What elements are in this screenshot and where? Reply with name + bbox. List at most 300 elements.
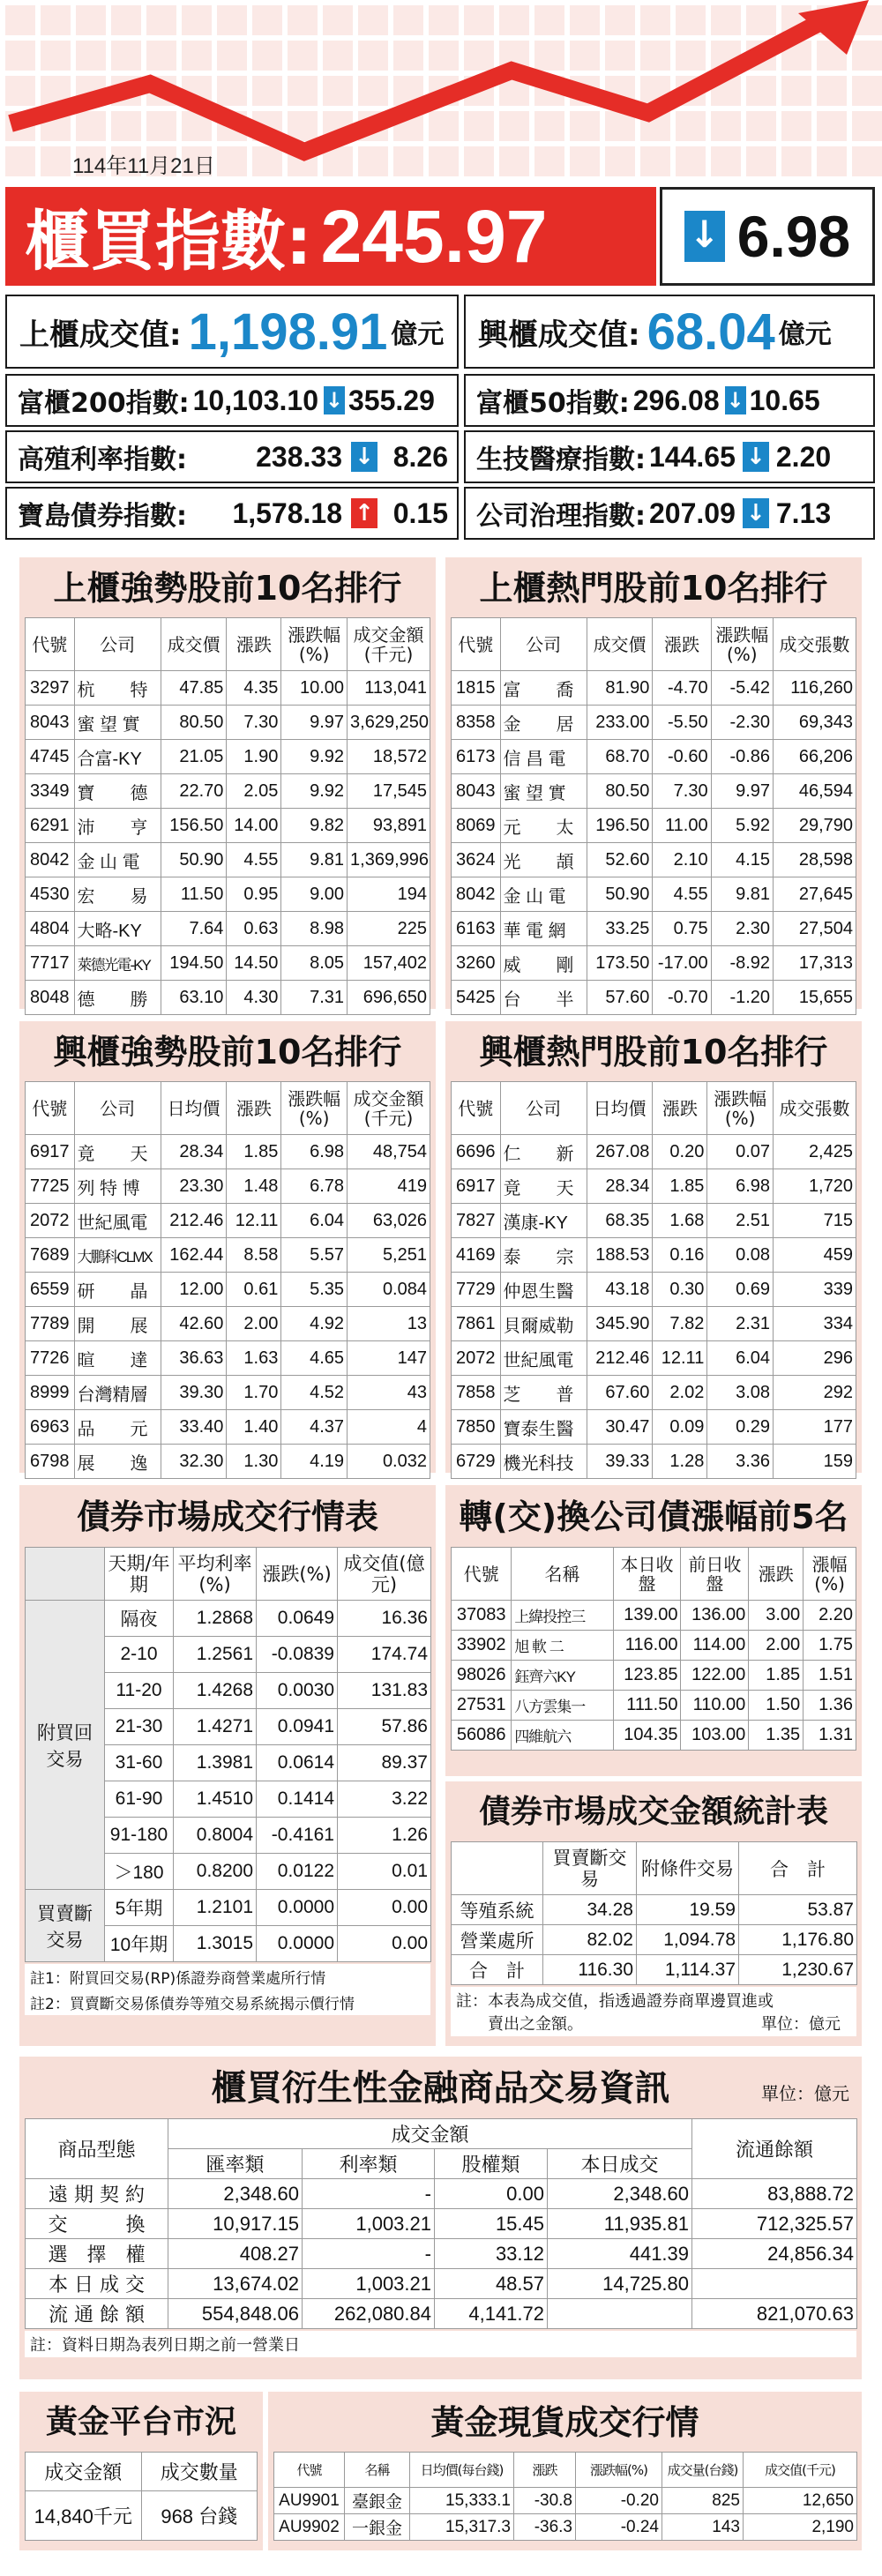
amount-cell: 1,720 [774, 1169, 856, 1204]
index-banner [5, 187, 656, 286]
table-row [26, 809, 430, 843]
table-row [452, 1169, 856, 1204]
table-row [452, 1895, 857, 1925]
table-row [452, 912, 856, 946]
fx-cell: 13,674.02 [168, 2269, 303, 2299]
code-cell: 6917 [452, 1169, 501, 1204]
col-header: 漲跌 [514, 2453, 576, 2488]
price-cell: 30.47 [587, 1410, 653, 1445]
change-cell: -17.00 [653, 946, 711, 981]
pct-cell: 1.31 [804, 1721, 856, 1751]
index-value: 144.65 [649, 440, 736, 473]
rate-cell: 1.3981 [174, 1745, 257, 1781]
pct-cell: 9.00 [281, 877, 348, 912]
table-row [26, 2269, 857, 2299]
table-row [26, 946, 430, 981]
index-value: 1,578.18 [232, 497, 342, 529]
table-row [26, 2239, 857, 2269]
col-header: 成交數量 [141, 2453, 258, 2491]
outright-cell: 82.02 [543, 1925, 637, 1955]
col-header: 成交值(千元) [744, 2453, 857, 2488]
code-cell: 3624 [452, 843, 501, 877]
amount-cell: 177 [774, 1410, 856, 1445]
price-cell: 21.05 [161, 740, 227, 774]
derivatives-section [19, 2057, 862, 2379]
table-row [452, 1661, 856, 1691]
name-cell: 世紀風電 [74, 1204, 161, 1238]
col-header: 代號 [452, 618, 501, 671]
section-title: 債券市場成交金額統計表 [451, 1787, 856, 1838]
table-row [452, 1955, 857, 1985]
index-box-otc200 [5, 374, 459, 427]
pct-cell: 8.05 [281, 946, 348, 981]
outright-cell: 116.30 [543, 1955, 637, 1985]
name-cell: 漢康-KY [500, 1204, 587, 1238]
header-row [26, 618, 430, 671]
index-box-governance [464, 487, 875, 540]
name-cell: 台 半 [500, 981, 587, 1015]
table-row [452, 774, 856, 809]
fx-cell: 2,348.60 [168, 2179, 303, 2209]
col-header: 漲跌幅(%) [281, 618, 348, 671]
equity-cell: 4,141.72 [435, 2299, 548, 2329]
bond-note-2: 註2：買賣斷交易係債券等殖交易系統揭示價行情 [25, 1990, 430, 2015]
section-title: 櫃買衍生性金融商品交易資訊 [25, 2062, 856, 2115]
bond-stats-unit: 單位：億元 [761, 2015, 841, 2034]
name-cell: 貝爾威勒 [500, 1307, 587, 1341]
amount-cell: 292 [774, 1376, 856, 1410]
name-cell: 臺銀金 [345, 2488, 410, 2514]
col-header-amount: 成交金額 [168, 2119, 692, 2149]
table-row [452, 1691, 856, 1721]
repo-cell: 1,094.78 [637, 1925, 739, 1955]
change-cell: 4.30 [227, 981, 281, 1015]
pct-cell: 0.69 [707, 1273, 774, 1307]
change-cell: 7.30 [653, 774, 711, 809]
section-title: 興櫃強勢股前10名排行 [25, 1027, 430, 1078]
emg-strong-section [19, 1021, 436, 1473]
col-header: 成交量(台錢) [662, 2453, 744, 2488]
amount-cell: 1,369,996 [348, 843, 430, 877]
balance-cell: 83,888.72 [692, 2179, 857, 2209]
pct-cell: 5.35 [281, 1273, 348, 1307]
table-row [26, 774, 430, 809]
name-cell: 光 頡 [500, 843, 587, 877]
rate-cell: 0.8004 [174, 1818, 257, 1854]
otc-turnover-unit: 億元 [391, 319, 445, 350]
pct-cell: 1.36 [804, 1691, 856, 1721]
change-cell: 14.00 [227, 809, 281, 843]
col-header: 漲跌(%) [257, 1548, 338, 1601]
gold-platform-table [25, 2452, 258, 2541]
index-label: 公司治理指數: [476, 501, 646, 532]
section-title: 興櫃熱門股前10名排行 [451, 1027, 856, 1078]
down-arrow-icon: ↓ [325, 388, 344, 413]
table-row [452, 706, 856, 740]
equity-cell: 33.12 [435, 2239, 548, 2269]
code-cell: 3260 [452, 946, 501, 981]
amount-cell: 4 [348, 1410, 430, 1445]
col-header: 公司 [500, 618, 587, 671]
group-label-repo: 附買回交易 [26, 1601, 105, 1890]
change-cell: 1.85 [749, 1661, 804, 1691]
col-header: 天期/年期 [105, 1548, 174, 1601]
derivatives-unit: 單位：億元 [761, 2083, 849, 2104]
emg-turnover-label: 興櫃成交值: [478, 317, 640, 353]
amount-cell: 29,790 [774, 809, 856, 843]
change-cell: 0.30 [653, 1273, 707, 1307]
name-cell: 旭 軟 二 [512, 1631, 613, 1661]
table-row [452, 843, 856, 877]
rate-cell: 1.4510 [174, 1781, 257, 1818]
change-cell: -30.8 [514, 2488, 576, 2514]
col-header: 成交值(億元) [338, 1548, 431, 1601]
section-title: 上櫃熱門股前10名排行 [451, 563, 856, 614]
price-cell: 28.34 [587, 1169, 653, 1204]
code-cell: 6163 [452, 912, 501, 946]
pct-cell: -0.24 [576, 2514, 662, 2541]
name-cell: 德 勝 [74, 981, 161, 1015]
pct-cell: 5.92 [711, 809, 773, 843]
pct-cell: 9.92 [281, 740, 348, 774]
table-row [26, 671, 430, 706]
otc-turnover-value: 1,198.91 [188, 302, 388, 361]
price-cell: 267.08 [587, 1135, 653, 1169]
table-row [26, 1601, 431, 1637]
amount-cell: 93,891 [348, 809, 430, 843]
amount-cell: 28,598 [774, 843, 856, 877]
today-cell: 11,935.81 [548, 2209, 692, 2239]
name-cell: 世紀風電 [500, 1341, 587, 1376]
table-row [26, 1376, 430, 1410]
today-cell: 441.39 [548, 2239, 692, 2269]
table-row [26, 877, 430, 912]
value-cell: 89.37 [338, 1745, 431, 1781]
type-cell: 選 擇 權 [26, 2239, 168, 2269]
convertible-section [445, 1485, 862, 1776]
rate-cell: 0.8200 [174, 1854, 257, 1890]
code-cell: 98026 [452, 1661, 512, 1691]
change-cell: -5.50 [653, 706, 711, 740]
change-cell: 0.0030 [257, 1673, 338, 1709]
pct-cell: 7.31 [281, 981, 348, 1015]
code-cell: 4530 [26, 877, 75, 912]
pct-cell: 6.04 [281, 1204, 348, 1238]
index-change: 0.15 [392, 497, 448, 529]
change-cell: 7.30 [227, 706, 281, 740]
change-cell: 0.20 [653, 1135, 707, 1169]
table-row [26, 981, 430, 1015]
table-row [452, 809, 856, 843]
amount-cell: 0.032 [348, 1445, 430, 1479]
code-cell: 7689 [26, 1238, 75, 1273]
tenor-cell: 5年期 [105, 1890, 174, 1926]
price-cell: 33.40 [161, 1410, 227, 1445]
code-cell: 4745 [26, 740, 75, 774]
equity-cell: 48.57 [435, 2269, 548, 2299]
code-cell: 6798 [26, 1445, 75, 1479]
price-cell: 52.60 [587, 843, 653, 877]
name-cell: 研 晶 [74, 1273, 161, 1307]
change-cell: 2.05 [227, 774, 281, 809]
table-row [452, 946, 856, 981]
tenor-cell: 31-60 [105, 1745, 174, 1781]
index-label: 富櫃50指數: [476, 388, 630, 419]
price-cell: 28.34 [161, 1135, 227, 1169]
name-cell: 品 元 [74, 1410, 161, 1445]
name-cell: 金 居 [500, 706, 587, 740]
name-cell: 信 昌 電 [500, 740, 587, 774]
amount-cell: 63,026 [348, 1204, 430, 1238]
index-value: 238.33 [256, 440, 342, 473]
col-header: 成交金額(千元) [348, 618, 430, 671]
pct-cell: -5.42 [711, 671, 773, 706]
total-cell: 1,230.67 [739, 1955, 857, 1985]
col-header: 成交金額 [26, 2453, 142, 2491]
index-change: 10.65 [749, 384, 820, 416]
col-header: 漲跌幅(%) [281, 1082, 348, 1135]
change-cell: 1.90 [227, 740, 281, 774]
col-header: 成交金額(千元) [348, 1082, 430, 1135]
down-arrow-icon: ↓ [743, 442, 769, 472]
code-cell: 56086 [452, 1721, 512, 1751]
price-cell: 156.50 [161, 809, 227, 843]
otc-strong-section [19, 557, 436, 1009]
amount-cell: 5,251 [348, 1238, 430, 1273]
price-cell: 39.30 [161, 1376, 227, 1410]
col-header: 日均價 [587, 1082, 653, 1135]
code-cell: 4169 [452, 1238, 501, 1273]
value-cell: 0.00 [338, 1926, 431, 1962]
table-row [452, 981, 856, 1015]
pct-cell: -8.92 [711, 946, 773, 981]
col-header: 成交張數 [774, 1082, 856, 1135]
col-header-type: 商品型態 [26, 2119, 168, 2179]
price-cell: 212.46 [587, 1341, 653, 1376]
code-cell: 7725 [26, 1169, 75, 1204]
type-cell: 流 通 餘 額 [26, 2299, 168, 2329]
bond-stats-note-2: 賣出之金額。 [488, 2015, 583, 2034]
code-cell: 8043 [452, 774, 501, 809]
pct-cell: 3.36 [707, 1445, 774, 1479]
amount-cell: 113,041 [348, 671, 430, 706]
bond-stats-note-line2 [456, 2012, 851, 2035]
pct-cell: 2.51 [707, 1204, 774, 1238]
table-row [452, 1238, 856, 1273]
change-cell: 1.85 [227, 1135, 281, 1169]
pct-cell: 9.97 [281, 706, 348, 740]
amount-cell: 159 [774, 1445, 856, 1479]
price-cell: 81.90 [587, 671, 653, 706]
amount-cell: 66,206 [774, 740, 856, 774]
value-cell: 1.26 [338, 1818, 431, 1854]
code-cell: 7717 [26, 946, 75, 981]
price-cell: 233.00 [587, 706, 653, 740]
code-cell: 7827 [452, 1204, 501, 1238]
table-row [452, 1376, 856, 1410]
index-value: 296.08 [632, 384, 720, 416]
index-value: 245.97 [320, 194, 548, 278]
price-cell: 50.90 [161, 843, 227, 877]
bond-market-section [19, 1485, 436, 2046]
bond-note-1: 註1：附買回交易(RP)係證券商營業處所行情 [25, 1964, 430, 1990]
price-cell: 47.85 [161, 671, 227, 706]
index-box-formosa-bond [5, 487, 459, 540]
pct-cell: 4.15 [711, 843, 773, 877]
price-cell: 42.60 [161, 1307, 227, 1341]
rate-cell: 1.2101 [174, 1890, 257, 1926]
code-cell: 6729 [452, 1445, 501, 1479]
otc-strong-table [25, 617, 430, 1015]
table-row [452, 1410, 856, 1445]
col-header: 公司 [74, 1082, 161, 1135]
col-header: 成交價 [587, 618, 653, 671]
change-cell: 4.55 [653, 877, 711, 912]
price-cell: 162.44 [161, 1238, 227, 1273]
col-header: 漲跌 [227, 1082, 281, 1135]
balance-cell: 712,325.57 [692, 2209, 857, 2239]
change-cell: 12.11 [227, 1204, 281, 1238]
value-cell: 131.83 [338, 1673, 431, 1709]
value-cell: 16.36 [338, 1601, 431, 1637]
code-cell: 6963 [26, 1410, 75, 1445]
change-cell: 2.00 [227, 1307, 281, 1341]
table-row [452, 1631, 856, 1661]
table-row [452, 1273, 856, 1307]
index-label: 生技醫療指數: [476, 444, 646, 475]
code-cell: 6917 [26, 1135, 75, 1169]
amount-cell: 334 [774, 1307, 856, 1341]
today-cell: 14,725.80 [548, 2269, 692, 2299]
price-cell: 63.10 [161, 981, 227, 1015]
emg-hot-table [451, 1081, 856, 1479]
code-cell: 8042 [452, 877, 501, 912]
close-cell: 111.50 [613, 1691, 681, 1721]
col-header: 日均價 [161, 1082, 227, 1135]
code-cell: 8042 [26, 843, 75, 877]
code-cell: AU9901 [274, 2488, 345, 2514]
code-cell: 3297 [26, 671, 75, 706]
balance-cell: 24,856.34 [692, 2239, 857, 2269]
price-cell: 11.50 [161, 877, 227, 912]
type-cell: 交 換 [26, 2209, 168, 2239]
price-cell: 68.35 [587, 1204, 653, 1238]
name-cell: 開 展 [74, 1307, 161, 1341]
price-cell: 212.46 [161, 1204, 227, 1238]
group-label-outright: 買賣斷交易 [26, 1890, 105, 1962]
price-cell: 32.30 [161, 1445, 227, 1479]
code-cell: 1815 [452, 671, 501, 706]
col-header: 買賣斷交易 [543, 1842, 637, 1895]
name-cell: 蜜 望 實 [74, 706, 161, 740]
col-header: 漲跌 [227, 618, 281, 671]
change-cell: 0.0000 [257, 1926, 338, 1962]
derivatives-note: 註：資料日期為表列日期之前一營業日 [25, 2331, 856, 2357]
value-cell: 174.74 [338, 1637, 431, 1673]
col-header: 代號 [26, 1082, 75, 1135]
repo-cell: 19.59 [637, 1895, 739, 1925]
change-cell: -4.70 [653, 671, 711, 706]
table-row [26, 1273, 430, 1307]
prev-close-cell: 136.00 [681, 1601, 749, 1631]
pct-cell: 9.81 [281, 843, 348, 877]
index-value: 10,103.10 [192, 384, 318, 416]
pct-cell: 4.92 [281, 1307, 348, 1341]
col-header-balance: 流通餘額 [692, 2119, 857, 2179]
code-cell: 6291 [26, 809, 75, 843]
change-cell: -0.60 [653, 740, 711, 774]
change-cell: -0.4161 [257, 1818, 338, 1854]
change-cell: 0.16 [653, 1238, 707, 1273]
table-row [452, 1307, 856, 1341]
code-cell: 37083 [452, 1601, 512, 1631]
fx-cell: 554,848.06 [168, 2299, 303, 2329]
name-cell: 暄 達 [74, 1341, 161, 1376]
tenor-cell: 隔夜 [105, 1601, 174, 1637]
total-cell: 53.87 [739, 1895, 857, 1925]
table-row [452, 671, 856, 706]
change-cell: 0.0941 [257, 1709, 338, 1745]
name-cell: 竟 天 [74, 1135, 161, 1169]
change-cell: 2.10 [653, 843, 711, 877]
col-header: 漲幅(%) [804, 1548, 856, 1601]
change-cell: -0.70 [653, 981, 711, 1015]
price-cell: 57.60 [587, 981, 653, 1015]
section-title: 黃金平台市況 [25, 2397, 258, 2448]
index-change: 8.26 [392, 440, 448, 473]
price-cell: 188.53 [587, 1238, 653, 1273]
change-cell: 0.0614 [257, 1745, 338, 1781]
name-cell: 台灣精層 [74, 1376, 161, 1410]
close-cell: 139.00 [613, 1601, 681, 1631]
volume-cell: 143 [662, 2514, 744, 2541]
change-cell: 3.00 [749, 1601, 804, 1631]
code-cell: 8999 [26, 1376, 75, 1410]
code-cell: 8069 [452, 809, 501, 843]
amount-cell: 2,425 [774, 1135, 856, 1169]
close-cell: 116.00 [613, 1631, 681, 1661]
header-row [26, 1082, 430, 1135]
amount-cell: 0.084 [348, 1273, 430, 1307]
rate-cell: 1.3015 [174, 1926, 257, 1962]
price-cell: 68.70 [587, 740, 653, 774]
pct-cell: -0.86 [711, 740, 773, 774]
col-subheader: 匯率類 [168, 2149, 303, 2179]
row-label: 等殖系統 [452, 1895, 543, 1925]
price-cell: 43.18 [587, 1273, 653, 1307]
pct-cell: -2.30 [711, 706, 773, 740]
change-cell: 2.02 [653, 1376, 707, 1410]
price-cell: 50.90 [587, 877, 653, 912]
change-cell: 11.00 [653, 809, 711, 843]
code-cell: 6559 [26, 1273, 75, 1307]
price-cell: 67.60 [587, 1376, 653, 1410]
name-cell: 泰 宗 [500, 1238, 587, 1273]
price-cell: 7.64 [161, 912, 227, 946]
balance-cell: 821,070.63 [692, 2299, 857, 2329]
rate-cell: 1.4271 [174, 1709, 257, 1745]
amount-cell: 696,650 [348, 981, 430, 1015]
amount-cell: 116,260 [774, 671, 856, 706]
price-cell: 173.50 [587, 946, 653, 981]
name-cell: 竟 天 [500, 1169, 587, 1204]
index-box-otc50 [464, 374, 875, 427]
code-cell: 7850 [452, 1410, 501, 1445]
pct-cell: 0.29 [707, 1410, 774, 1445]
repo-cell: 1,114.37 [637, 1955, 739, 1985]
amount-cell: 3,629,250 [348, 706, 430, 740]
amount-cell: 48,754 [348, 1135, 430, 1169]
